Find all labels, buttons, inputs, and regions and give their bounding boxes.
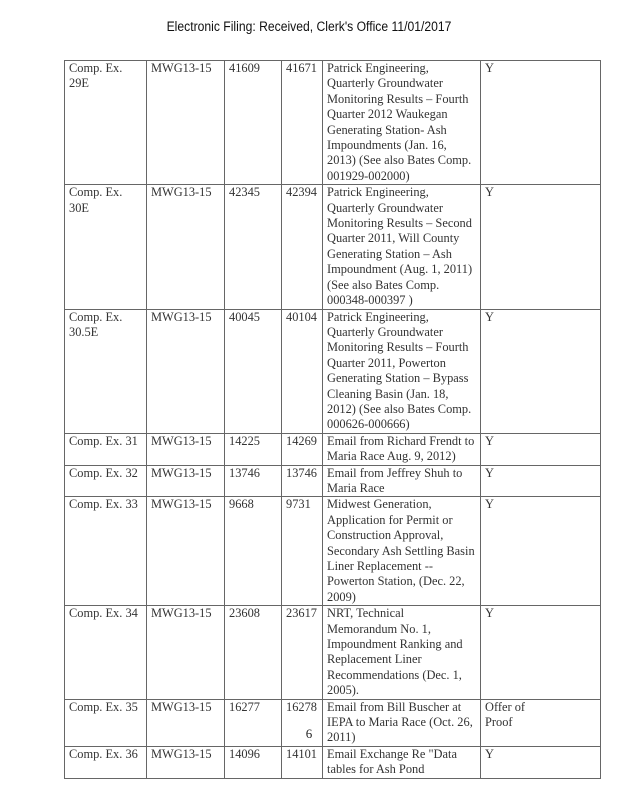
admission-status-cell: Y (481, 497, 601, 606)
description-cell: Email Exchange Re "Data tables for Ash Pond (323, 746, 481, 778)
admission-status-cell: Y (481, 606, 601, 699)
table-row (65, 185, 601, 309)
bates-prefix-cell: MWG13-15 (147, 746, 225, 778)
admission-status-cell: Y (481, 433, 601, 465)
exhibit-number-cell: Comp. Ex. 36 (65, 746, 147, 778)
admission-status-cell: Y (481, 309, 601, 433)
table-row (65, 746, 601, 778)
bates-end-cell: 14269 (282, 433, 323, 465)
table-row (65, 465, 601, 497)
bates-start-cell: 41609 (225, 61, 282, 185)
admission-status-cell: Y (481, 185, 601, 309)
bates-start-cell: 14096 (225, 746, 282, 778)
description-cell: Patrick Engineering, Quarterly Groundwater Monitoring Results – Second Quarter 2011, Will County Generating Station – Ash Impoundment (Aug. 1, 2011) (See also Bates Comp. 000348-000397 ) (323, 185, 481, 309)
bates-prefix-cell: MWG13-15 (147, 699, 225, 746)
bates-start-cell: 23608 (225, 606, 282, 699)
bates-start-cell: 14225 (225, 433, 282, 465)
exhibit-table (64, 60, 601, 779)
table-row (65, 309, 601, 433)
bates-end-cell: 13746 (282, 465, 323, 497)
bates-end-cell: 14101 (282, 746, 323, 778)
bates-prefix-cell: MWG13-15 (147, 185, 225, 309)
admission-status-cell: Offer of Proof (481, 699, 601, 746)
bates-prefix-cell: MWG13-15 (147, 497, 225, 606)
bates-end-cell: 16278 (282, 699, 323, 746)
exhibit-number-cell: Comp. Ex. 30.5E (65, 309, 147, 433)
table-row (65, 497, 601, 606)
exhibit-number-cell: Comp. Ex. 32 (65, 465, 147, 497)
bates-prefix-cell: MWG13-15 (147, 61, 225, 185)
table-row (65, 433, 601, 465)
bates-start-cell: 13746 (225, 465, 282, 497)
bates-start-cell: 16277 (225, 699, 282, 746)
electronic-filing-header: Electronic Filing: Received, Clerk's Office 11/01/2017 (166, 19, 452, 34)
bates-end-cell: 9731 (282, 497, 323, 606)
bates-end-cell: 40104 (282, 309, 323, 433)
bates-prefix-cell: MWG13-15 (147, 309, 225, 433)
table-row (65, 606, 601, 699)
bates-end-cell: 41671 (282, 61, 323, 185)
bates-end-cell: 23617 (282, 606, 323, 699)
bates-start-cell: 42345 (225, 185, 282, 309)
bates-prefix-cell: MWG13-15 (147, 433, 225, 465)
bates-prefix-cell: MWG13-15 (147, 465, 225, 497)
description-cell: Email from Richard Frendt to Maria Race Aug. 9, 2012) (323, 433, 481, 465)
table-row (65, 61, 601, 185)
exhibit-number-cell: Comp. Ex. 34 (65, 606, 147, 699)
description-cell: NRT, Technical Memorandum No. 1, Impoundment Ranking and Replacement Liner Recommendations (Dec. 1, 2005). (323, 606, 481, 699)
exhibit-number-cell: Comp. Ex. 31 (65, 433, 147, 465)
bates-start-cell: 40045 (225, 309, 282, 433)
exhibit-number-cell: Comp. Ex. 29E (65, 61, 147, 185)
admission-status-cell: Y (481, 465, 601, 497)
description-cell: Email from Bill Buscher at IEPA to Maria Race (Oct. 26, 2011) (323, 699, 481, 746)
description-cell: Patrick Engineering, Quarterly Groundwater Monitoring Results – Fourth Quarter 2012 Waukegan Generating Station- Ash Impoundments (Jan. 16, 2013) (See also Bates Comp. 001929-002000) (323, 61, 481, 185)
bates-prefix-cell: MWG13-15 (147, 606, 225, 699)
exhibit-number-cell: Comp. Ex. 33 (65, 497, 147, 606)
description-cell: Midwest Generation, Application for Permit or Construction Approval, Secondary Ash Settling Basin Liner Replacement -- Powerton Station, (Dec. 22, 2009) (323, 497, 481, 606)
description-cell: Patrick Engineering, Quarterly Groundwater Monitoring Results – Fourth Quarter 2011, Powerton Generating Station – Bypass Cleaning Basin (Jan. 18, 2012) (See also Bates Comp. 000626-000666) (323, 309, 481, 433)
description-cell: Email from Jeffrey Shuh to Maria Race (323, 465, 481, 497)
exhibit-number-cell: Comp. Ex. 30E (65, 185, 147, 309)
bates-start-cell: 9668 (225, 497, 282, 606)
admission-status-cell: Y (481, 746, 601, 778)
page-number: 6 (305, 726, 313, 741)
exhibit-number-cell: Comp. Ex. 35 (65, 699, 147, 746)
admission-status-cell: Y (481, 61, 601, 185)
bates-end-cell: 42394 (282, 185, 323, 309)
